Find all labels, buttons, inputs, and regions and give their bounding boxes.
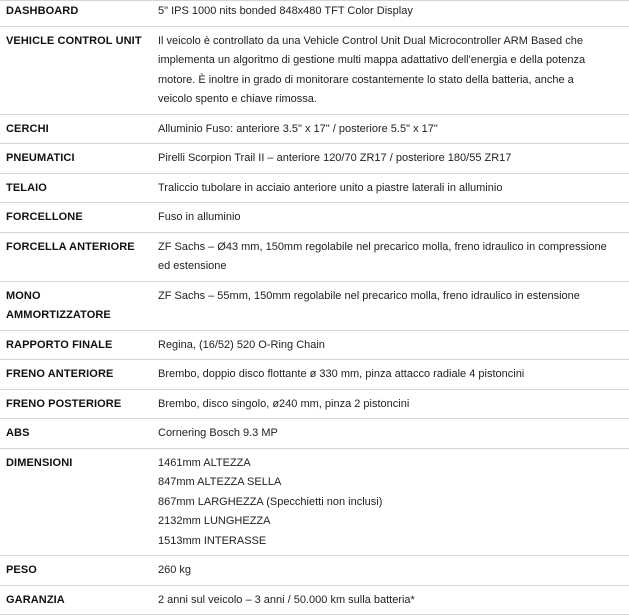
spec-label: PESO — [0, 556, 152, 586]
spec-row — [0, 281, 629, 330]
spec-value-line: 867mm LARGHEZZA (Specchietti non inclusi) — [158, 495, 383, 508]
spec-value-line: ZF Sachs – 55mm, 150mm regolabile nel precarico molla, freno idraulico in estensione — [158, 289, 580, 302]
spec-value — [152, 114, 629, 144]
spec-label: RAPPORTO FINALE — [0, 330, 152, 360]
specifications-table-body — [0, 1, 629, 615]
spec-row — [0, 389, 629, 419]
spec-label-line: MONO — [6, 289, 41, 302]
spec-label: PNEUMATICI — [0, 144, 152, 174]
spec-label: ABS — [0, 419, 152, 449]
spec-value-line: 260 kg — [158, 564, 192, 576]
spec-row — [0, 173, 629, 203]
spec-value — [152, 173, 629, 203]
spec-row — [0, 585, 629, 615]
spec-label: DASHBOARD — [0, 1, 152, 27]
spec-row — [0, 114, 629, 144]
spec-value — [152, 556, 629, 586]
spec-value-line: Regina, (16/52) 520 O-Ring Chain — [158, 338, 325, 351]
spec-value — [152, 360, 629, 390]
spec-value-line: Brembo, doppio disco flottante ø 330 mm, pinza attacco radiale 4 pistoncini — [158, 368, 525, 380]
spec-value-line: Brembo, disco singolo, ø240 mm, pinza 2 pistoncini — [158, 397, 410, 410]
spec-value-line: Alluminio Fuso: anteriore 3.5" x 17" / posteriore 5.5" x 17" — [158, 122, 438, 135]
spec-value — [152, 585, 629, 615]
spec-value-line: ZF Sachs – Ø43 mm, 150mm regolabile nel precarico molla, freno idraulico in compressione — [158, 240, 607, 253]
spec-value-line: 1513mm INTERASSE — [158, 534, 267, 547]
spec-value-line: Cornering Bosch 9.3 MP — [158, 427, 278, 439]
spec-value-line: 2 anni sul veicolo – 3 anni / 50.000 km sulla batteria* — [158, 593, 415, 606]
spec-label: FORCELLA ANTERIORE — [0, 232, 152, 281]
spec-value — [152, 232, 629, 281]
spec-value — [152, 330, 629, 360]
spec-row — [0, 419, 629, 449]
spec-label: FORCELLONE — [0, 203, 152, 233]
spec-value-line: ed estensione — [158, 260, 227, 272]
spec-value — [152, 203, 629, 233]
spec-row — [0, 1, 629, 27]
spec-value-line: Pirelli Scorpion Trail II – anteriore 120/70 ZR17 / posteriore 180/55 ZR17 — [158, 152, 512, 164]
spec-row — [0, 556, 629, 586]
spec-value-line: 847mm ALTEZZA SELLA — [158, 476, 282, 488]
spec-value-line: veicolo spento e chiave rimossa. — [158, 93, 317, 105]
spec-row — [0, 232, 629, 281]
spec-label: DIMENSIONI — [0, 448, 152, 556]
spec-label: FRENO POSTERIORE — [0, 389, 152, 419]
spec-value — [152, 389, 629, 419]
spec-label-line: AMMORTIZZATORE — [6, 309, 111, 321]
spec-value-line: Fuso in alluminio — [158, 211, 241, 223]
spec-value-line: 2132mm LUNGHEZZA — [158, 515, 271, 527]
spec-value-line: Traliccio tubolare in acciaio anteriore unito a piastre laterali in alluminio — [158, 181, 503, 194]
spec-row — [0, 144, 629, 174]
spec-value — [152, 26, 629, 114]
spec-label: FRENO ANTERIORE — [0, 360, 152, 390]
spec-value — [152, 144, 629, 174]
spec-row — [0, 330, 629, 360]
spec-label: VEHICLE CONTROL UNIT — [0, 26, 152, 114]
spec-label: CERCHI — [0, 114, 152, 144]
spec-value-line: motore. È inoltre in grado di monitorare costantemente lo stato della batteria, anche a — [158, 73, 574, 86]
spec-row — [0, 203, 629, 233]
spec-value-line: 1461mm ALTEZZA — [158, 456, 251, 469]
spec-row — [0, 360, 629, 390]
spec-label: GARANZIA — [0, 585, 152, 615]
spec-row — [0, 448, 629, 556]
spec-value — [152, 419, 629, 449]
spec-value-line: 5" IPS 1000 nits bonded 848x480 TFT Color Display — [158, 5, 413, 17]
spec-value-line: Il veicolo è controllato da una Vehicle Control Unit Dual Microcontroller ARM Based che — [158, 34, 583, 47]
spec-label — [0, 281, 152, 330]
spec-value — [152, 281, 629, 330]
spec-value-line: implementa un algoritmo di gestione multi mappa adattativo dell'energia e della potenza — [158, 54, 586, 66]
spec-value — [152, 448, 629, 556]
spec-value — [152, 1, 629, 27]
spec-label: TELAIO — [0, 173, 152, 203]
spec-row — [0, 26, 629, 114]
